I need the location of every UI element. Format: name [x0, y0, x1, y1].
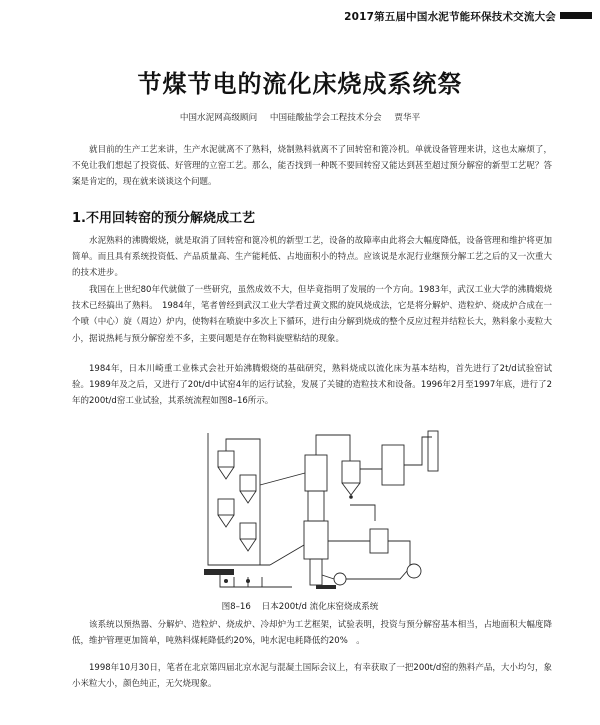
diagram-cooler: [310, 559, 322, 585]
header-black-bar: [560, 12, 592, 19]
author-affiliation-1: 中国水泥网高级顾问: [179, 113, 258, 123]
after-paragraph-1: 该系统以预热器、分解炉、造粒炉、烧成炉、冷却炉为工艺框架，试验表明，投资与预分解窑基本相当，占地面积大幅度降低，维护管理更加简单，吨熟料煤耗降低约20%，吨水泥电耗降低约20% 。: [72, 620, 552, 647]
article-title: 节煤节电的流化床烧成系统祭: [137, 70, 463, 98]
figure-caption: [0, 600, 600, 612]
section-paragraph-1: 水泥熟料的沸腾煅烧，就是取消了回转窑和篦冷机的新型工艺，设备的故障率由此将会大幅度降低，设备管理和维护将更加简单。而且具有系统投资低、产品质量高、生产能耗低、占地面积小的特点。应该说是水泥行业继预分解工艺之后的又一次重大的技术进步。: [72, 236, 552, 279]
diagram-right-cyclone-cone: [342, 483, 360, 495]
diagram-valve-3: [349, 495, 353, 499]
diagram-cooler-duct: [328, 541, 410, 565]
figure-number: 图8–16: [221, 602, 251, 612]
diagram-air-duct: [322, 571, 407, 579]
diagram-right-cyclone: [342, 461, 360, 483]
diagram-cooler-cyclone: [370, 529, 388, 553]
section-paragraph-2: 我国在上世纪80年代就做了一些研究，虽然成效不大，但毕竟指明了发展的一个方向。1983年，武汉工业大学的沸腾煅烧技术已经搞出了熟料。 1984年，笔者曾经到武汉工业大学看过黄文熙的旋风烧成法，它是将分解炉、造粒炉、烧成炉合成在一个喷（中心）旋（周边）炉内，使物料在喷旋中多次上下循环，进行由分解到烧成的整个反应过程并结粒长大，熟料象小麦粒大小，据说热耗与预分解窑差不多，主要问题是存在物料旋壁粘结的现象。: [72, 285, 552, 344]
diagram-cyclone-4: [240, 523, 256, 539]
diagram-connector-ducts: [260, 473, 305, 565]
flow-diagram-svg: [200, 425, 455, 595]
section-paragraph-3: 1984年，日本川崎重工业株式会社开始沸腾煅烧的基础研究，熟料烧成以流化床为基本结构，首先进行了2t/d试验窑试验。1989年及之后，又进行了20t/d中试窑4年的运行试验，发展了关键的造粒技术和设备。1996年2月至1997年底，进行了2年的200t/d窑工业试验，其系统流程如图8–16所示。: [72, 364, 552, 407]
diagram-clinker-out: [316, 585, 336, 589]
page-header: [0, 0, 600, 30]
diagram-calciner: [305, 455, 327, 491]
diagram-cyclone-1: [218, 451, 234, 467]
figure-caption-text: 日本200t/d 流化床窑烧成系统: [261, 602, 379, 612]
conference-name: 2017第五届中国水泥节能环保技术交流大会: [344, 11, 556, 23]
diagram-cyclone-3-cone: [218, 515, 234, 527]
author-affiliation-2: 中国硅酸盐学会工程技术分会: [269, 113, 382, 123]
after-paragraph-2: 1998年10月30日，笔者在北京第四届北京水泥与混凝土国际会议上，有幸获取了一把200t/d窑的熟料产品，大小均匀，象小米粒大小，颜色纯正，无欠烧现象。: [72, 663, 552, 690]
diagram-blower: [334, 573, 346, 585]
diagram-gas-ducts: [208, 433, 270, 565]
diagram-sintering-furnace: [304, 521, 328, 559]
diagram-granulator: [308, 491, 324, 521]
author-name: 贾华平: [394, 113, 421, 123]
diagram-silo-base: [204, 569, 234, 575]
diagram-cyclone-2: [240, 475, 256, 491]
diagram-valve-2: [246, 579, 250, 583]
diagram-cyclone-4-cone: [240, 539, 256, 551]
diagram-fan: [407, 564, 421, 578]
diagram-cyclone-2-cone: [240, 491, 256, 503]
author-line: [0, 111, 600, 123]
diagram-bag-filter: [382, 445, 404, 485]
intro-paragraph: 就目前的生产工艺来讲，生产水泥就离不了熟料，烧制熟料就离不了回转窑和篦冷机。单就设备管理来讲，这也太麻烦了，不免让我们想起了投资低、好管理的立窑工艺。那么，能否找到一种既不要回转窑又能达到甚至超过预分解窑的新型工艺呢？答案是肯定的，现在就来谈谈这个问题。: [72, 145, 552, 188]
diagram-fuel-line: [350, 505, 375, 521]
diagram-valve-1: [224, 579, 228, 583]
diagram-cyclone-1-cone: [218, 467, 234, 479]
diagram-cyclone-3: [218, 499, 234, 515]
diagram-top-duct: [316, 435, 350, 461]
diagram-exhaust-duct: [360, 437, 432, 469]
section-heading: 1.不用回转窑的预分解烧成工艺: [72, 211, 255, 226]
diagram-feed-conveyor: [220, 575, 292, 587]
process-flow-diagram: [200, 425, 455, 595]
